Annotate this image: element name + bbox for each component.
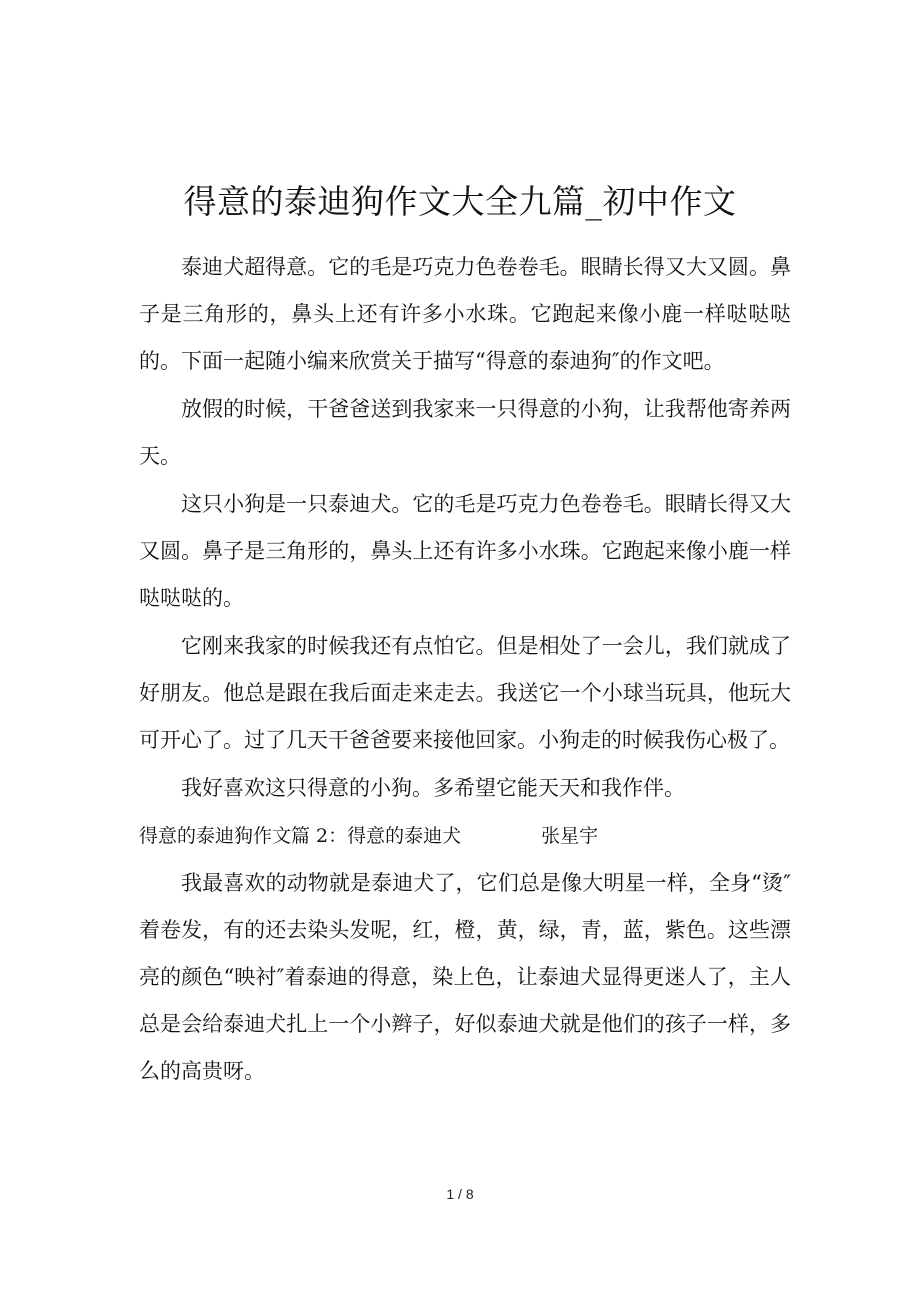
paragraph: 泰迪犬超得意。它的毛是巧克力色卷卷毛。眼睛长得又大又圆。鼻子是三角形的，鼻头上还有许多小水珠。它跑起来像小鹿一样哒哒哒的。下面一起随小编来欣赏关于描写“得意的泰迪狗″的作文吧。 [139,255,791,373]
paragraph: 我好喜欢这只得意的小狗。多希望它能天天和我作伴。 [181,776,685,800]
section-heading-text: 得意的泰迪狗作文篇 2：得意的泰迪犬 [139,825,462,847]
paragraph: 放假的时候，干爸爸送到我家来一只得意的小狗，让我帮他寄养两天。 [139,397,791,468]
document-title: 得意的泰迪狗作文大全九篇_初中作文 [183,182,737,221]
section-author: 张星宇 [541,825,599,847]
document-body [139,244,791,1096]
page-number: 1 / 8 [446,1186,474,1202]
paragraph: 这只小狗是一只泰迪犬。它的毛是巧克力色卷卷毛。眼睛长得又大又圆。鼻子是三角形的，鼻头上还有许多小水珠。它跑起来像小鹿一样哒哒哒的。 [139,492,791,610]
paragraph: 它刚来我家的时候我还有点怕它。但是相处了一会儿，我们就成了好朋友。他总是跟在我后面走来走去。我送它一个小球当玩具，他玩大可开心了。过了几天干爸爸要来接他回家。小狗走的时候我伤心极了。 [139,634,791,752]
paragraph: 我最喜欢的动物就是泰迪犬了，它们总是像大明星一样，全身“烫″着卷发，有的还去染头发呢，红，橙，黄，绿，青，蓝，紫色。这些漂亮的颜色“映衬″着泰迪的得意，染上色，让泰迪犬显得更迷人了，主人总是会给泰迪犬扎上一个小辫子，好似泰迪犬就是他们的孩子一样，多么的高贵呀。 [139,871,791,1083]
section-heading [139,813,791,860]
